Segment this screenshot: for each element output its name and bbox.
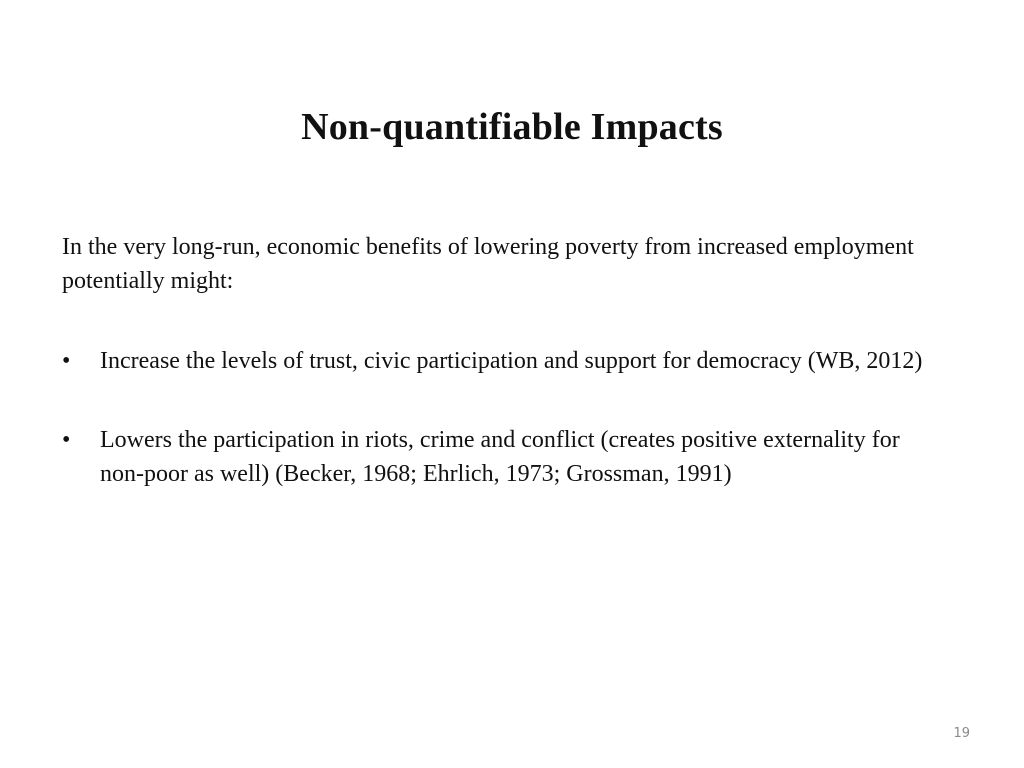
- page-number: 19: [953, 726, 970, 741]
- bullet-marker-icon: •: [62, 348, 71, 374]
- bullet-list: [62, 344, 942, 536]
- slide-title: Non-quantifiable Impacts: [301, 106, 723, 148]
- bullet-text: Increase the levels of trust, civic participation and support for democracy (WB, 2012): [100, 348, 923, 374]
- bullet-item: [62, 423, 942, 491]
- intro-paragraph: In the very long-run, economic benefits of lowering poverty from increased employment potentially might:: [62, 234, 914, 294]
- bullet-marker-icon: •: [62, 427, 71, 453]
- bullet-text: Lowers the participation in riots, crime and conflict (creates positive externality for non-poor as well) (Becker, 1968; Ehrlich, 1973; Grossman, 1991): [100, 427, 900, 487]
- bullet-item: [62, 344, 942, 378]
